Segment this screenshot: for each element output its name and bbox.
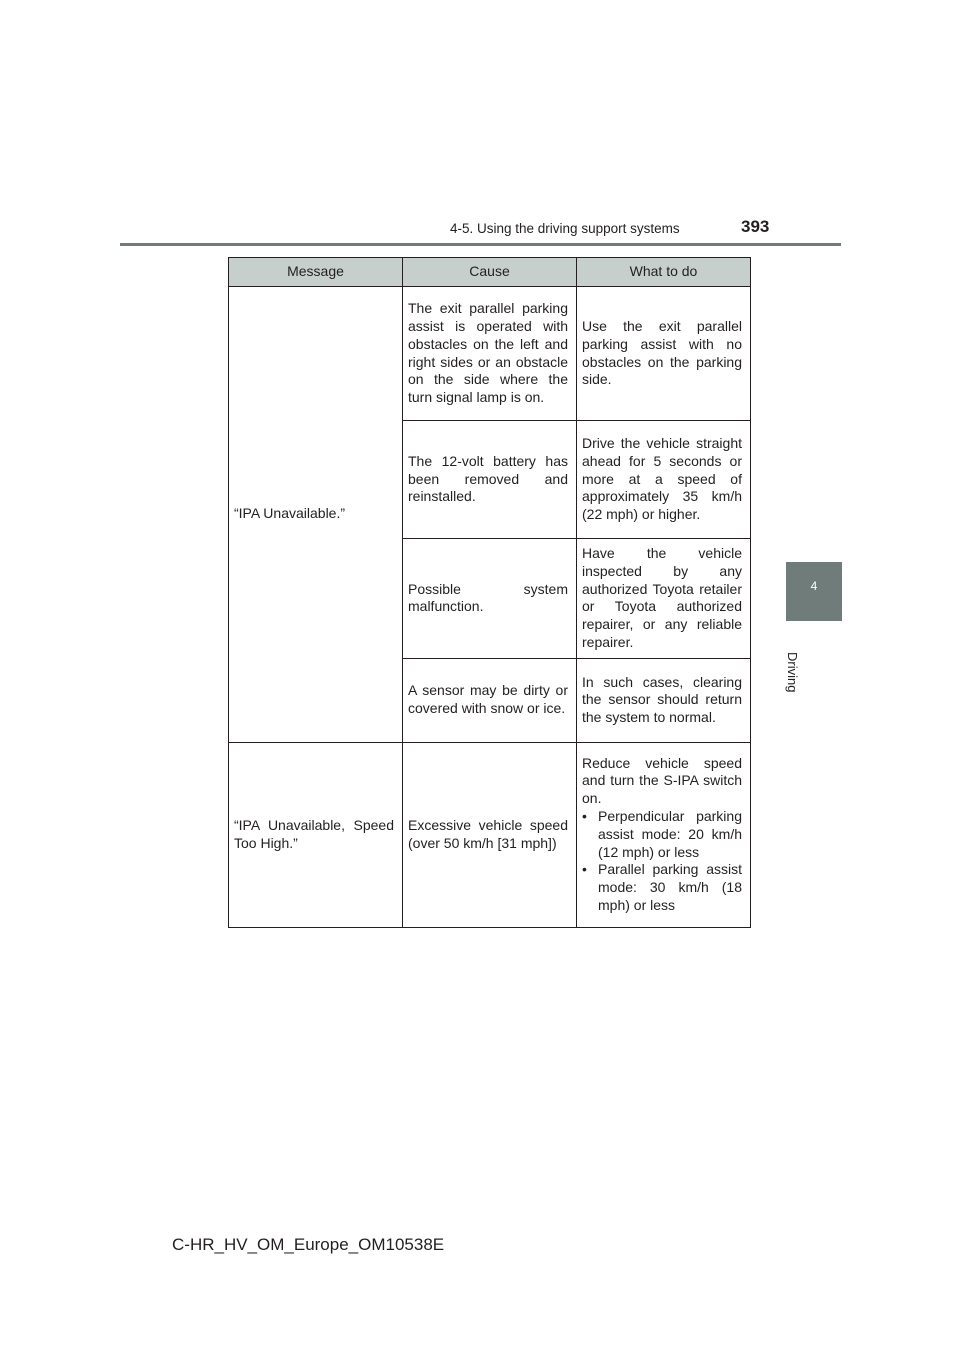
chapter-tab: 4 [786, 562, 842, 621]
page-number: 393 [741, 217, 770, 236]
bullet-item [582, 861, 742, 914]
what-to-do-cell: Drive the vehicle straight ahead for 5 seconds or more at a speed of approximately 35 km/h (22 mph) or higher. [577, 421, 751, 539]
bullet-icon: • [582, 861, 587, 878]
table-header-row [229, 258, 751, 287]
bullet-text: Perpendicular parking assist mode: 20 km/h (12 mph) or less [598, 808, 742, 860]
what-to-do-cell: Have the vehicle inspected by any authorized Toyota retailer or Toyota authorized repairer, or any reliable repairer. [577, 539, 751, 659]
what-to-do-cell: In such cases, clearing the sensor should return the system to normal. [577, 658, 751, 742]
cause-cell: The exit parallel parking assist is operated with obstacles on the left and right sides or an obstacle on the side where the turn signal lamp is on. [403, 287, 577, 421]
column-header-cause: Cause [403, 258, 577, 287]
header-divider [120, 243, 841, 246]
column-header-what-to-do: What to do [577, 258, 751, 287]
document-id: C-HR_HV_OM_Europe_OM10538E [172, 1235, 445, 1254]
what-to-do-cell: Use the exit parallel parking assist with no obstacles on the parking side. [577, 287, 751, 421]
warning-message-table [228, 257, 751, 928]
column-header-message: Message [229, 258, 403, 287]
message-cell: “IPA Unavailable, Speed Too High.” [229, 742, 403, 927]
instruction-text: Reduce vehicle speed and turn the S-IPA switch on. [582, 754, 742, 807]
section-title: 4-5. Using the driving support systems [450, 221, 680, 236]
table-row [229, 742, 751, 927]
bullet-text: Parallel parking assist mode: 30 km/h (18 mph) or less [598, 861, 742, 914]
table-row [229, 287, 751, 421]
cause-cell: A sensor may be dirty or covered with snow or ice. [403, 658, 577, 742]
message-cell: “IPA Unavailable.” [229, 287, 403, 743]
cause-cell: The 12-volt battery has been removed and reinstalled. [403, 421, 577, 539]
what-to-do-cell [577, 742, 751, 927]
cause-cell: Possible system malfunction. [403, 539, 577, 659]
cause-cell: Excessive vehicle speed (over 50 km/h [31 mph]) [403, 742, 577, 927]
bullet-icon: • [582, 808, 587, 825]
bullet-item [582, 808, 742, 861]
chapter-label: Driving [785, 652, 800, 693]
